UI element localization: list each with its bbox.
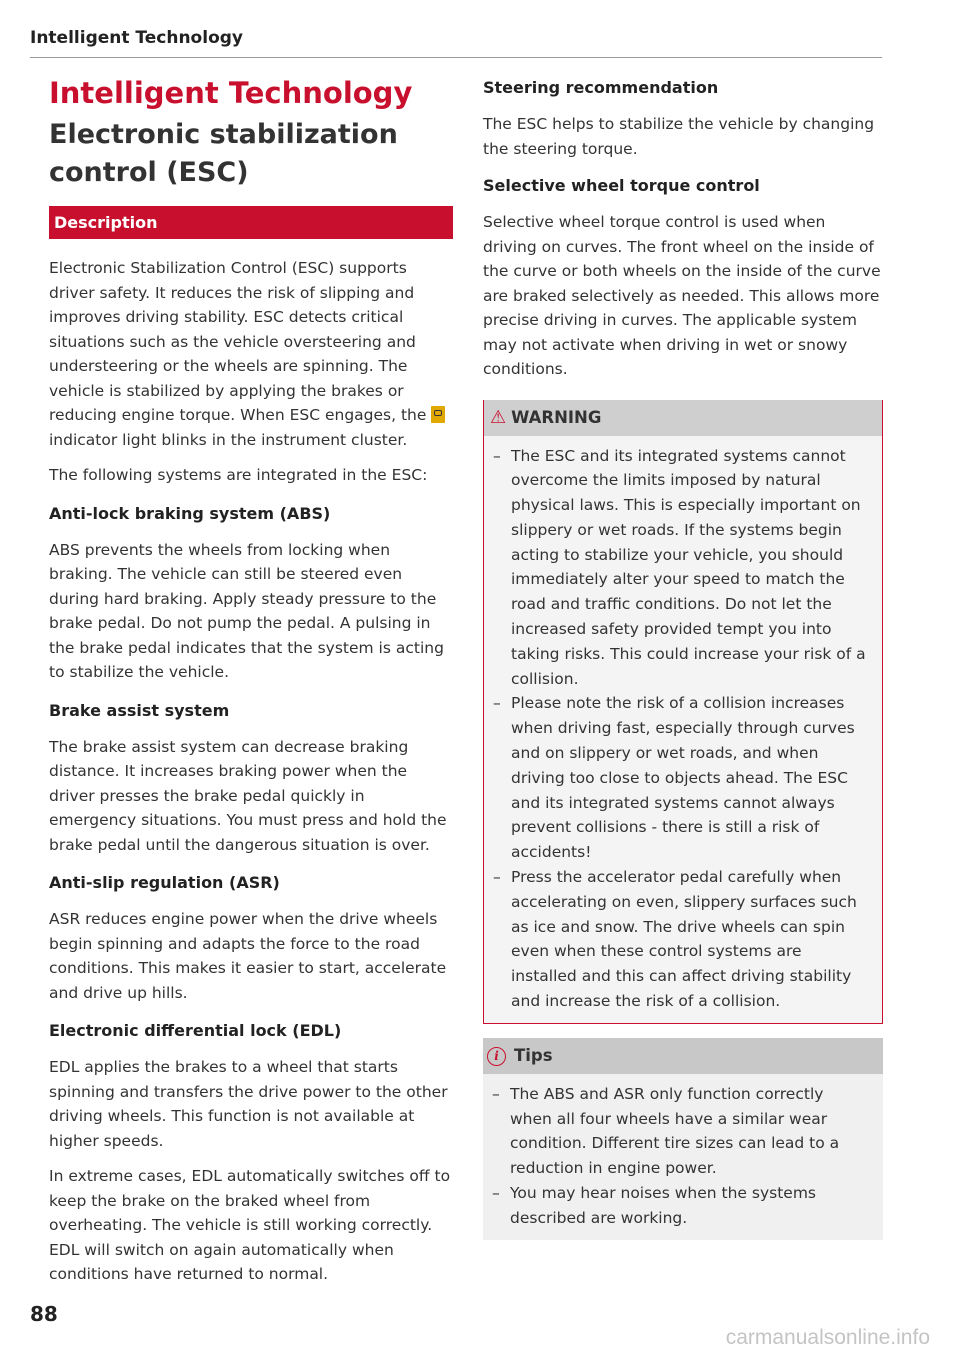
chapter-title: Intelligent Technology bbox=[49, 76, 413, 110]
brake-assist-heading: Brake assist system bbox=[49, 700, 230, 720]
section-title-line-2: control (ESC) bbox=[49, 157, 249, 188]
steering-text: The ESC helps to stabilize the vehicle by changing the steering torque. bbox=[483, 115, 875, 158]
warning-item: – Please note the risk of a collision increases when driving fast, especially through curves and on slippery or wet roads, and when driving too close to objects ahead. The ESC and its integrated systems cannot always prevent collisions - there is still a risk of accidents! bbox=[493, 691, 868, 865]
left-column bbox=[49, 76, 453, 1287]
warning-triangle-icon: ⚠ bbox=[490, 406, 507, 428]
tips-box bbox=[483, 1038, 883, 1240]
edl-text-2: In extreme cases, EDL automatically switches off to keep the brake on the braked wheel from overheating. The vehicle is still working correctly. EDL will switch on again automatically when conditions have returned to normal. bbox=[49, 1167, 451, 1283]
watermark: carmanualsonline.info bbox=[725, 1326, 930, 1349]
warning-label: WARNING bbox=[511, 407, 602, 427]
edl-heading: Electronic differential lock (EDL) bbox=[49, 1021, 342, 1040]
abs-text: ABS prevents the wheels from locking when braking. The vehicle can still be steered even during hard braking. Apply steady pressure to the brake pedal. Do not pump the pedal. A pulsing in the brake pedal indicates that the system is acting to stabilize the vehicle. bbox=[49, 540, 444, 681]
tips-item: – You may hear noises when the systems described are working. bbox=[492, 1181, 869, 1231]
page-number: 88 bbox=[30, 1302, 58, 1326]
intro-text: Electronic Stabilization Control (ESC) supports driver safety. It reduces the risk of slipping and improves driving stability. ESC detects critical situations such as the vehicle oversteering and understeering or the wheels are spinning. The vehicle is stabilized by applying the brakes or reducing engine torque. When ESC engages, the bbox=[49, 259, 427, 424]
intro-paragraph bbox=[49, 256, 453, 452]
warning-item: – Press the accelerator pedal carefully when accelerating on even, slippery surfaces such as ice and snow. The drive wheels can spin even when these control systems are installed and this can affect driving stability and increase the risk of a collision. bbox=[493, 865, 868, 1014]
integrated-systems-text: The following systems are integrated in the ESC: bbox=[49, 466, 428, 484]
warning-box bbox=[483, 400, 883, 1024]
info-icon: i bbox=[487, 1047, 506, 1066]
right-column bbox=[483, 76, 883, 1240]
section-title-line-1: Electronic stabilization bbox=[49, 119, 398, 150]
tips-item: – The ABS and ASR only function correctly when all four wheels have a similar wear condition. Different tire sizes can lead to a reduction in engine power. bbox=[492, 1082, 869, 1181]
esc-indicator-icon bbox=[431, 406, 445, 423]
header-divider bbox=[30, 57, 882, 58]
running-header: Intelligent Technology bbox=[30, 28, 243, 48]
description-bar: Description bbox=[49, 206, 453, 239]
asr-text: ASR reduces engine power when the drive wheels begin spinning and adapts the force to the road conditions. This makes it easier to start, accelerate and drive up hills. bbox=[49, 910, 447, 1002]
asr-heading: Anti-slip regulation (ASR) bbox=[49, 873, 280, 892]
tips-list bbox=[483, 1074, 883, 1240]
section-title bbox=[49, 116, 453, 192]
warning-list bbox=[484, 436, 882, 1023]
abs-heading: Anti-lock braking system (ABS) bbox=[49, 503, 331, 523]
torque-heading: Selective wheel torque control bbox=[483, 176, 760, 195]
steering-heading: Steering recommendation bbox=[483, 78, 719, 97]
torque-text: Selective wheel torque control is used when driving on curves. The front wheel on the inside of the curve or both wheels on the inside of the curve are braked selectively as needed. This allows more precise driving in curves. The applicable system may not activate when driving in wet or snowy conditions. bbox=[483, 213, 881, 378]
warning-header bbox=[484, 400, 882, 436]
tips-header bbox=[483, 1038, 883, 1074]
intro-text-continued: indicator light blinks in the instrument cluster. bbox=[49, 430, 408, 449]
tips-label: Tips bbox=[514, 1045, 553, 1065]
warning-item: – The ESC and its integrated systems cannot overcome the limits imposed by natural physical laws. This is especially important on slippery or wet roads. If the systems begin acting to stabilize your vehicle, you should immediately alter your speed to match the road and traffic conditions. Do not let the increased safety provided tempt you into taking risks. This could increase your risk of a collision. bbox=[493, 444, 868, 692]
edl-text-1: EDL applies the brakes to a wheel that starts spinning and transfers the drive power to the other driving wheels. This function is not available at higher speeds. bbox=[49, 1058, 448, 1150]
brake-assist-text: The brake assist system can decrease braking distance. It increases braking power when the driver presses the brake pedal quickly in emergency situations. You must press and hold the brake pedal until the dangerous situation is over. bbox=[49, 737, 447, 854]
